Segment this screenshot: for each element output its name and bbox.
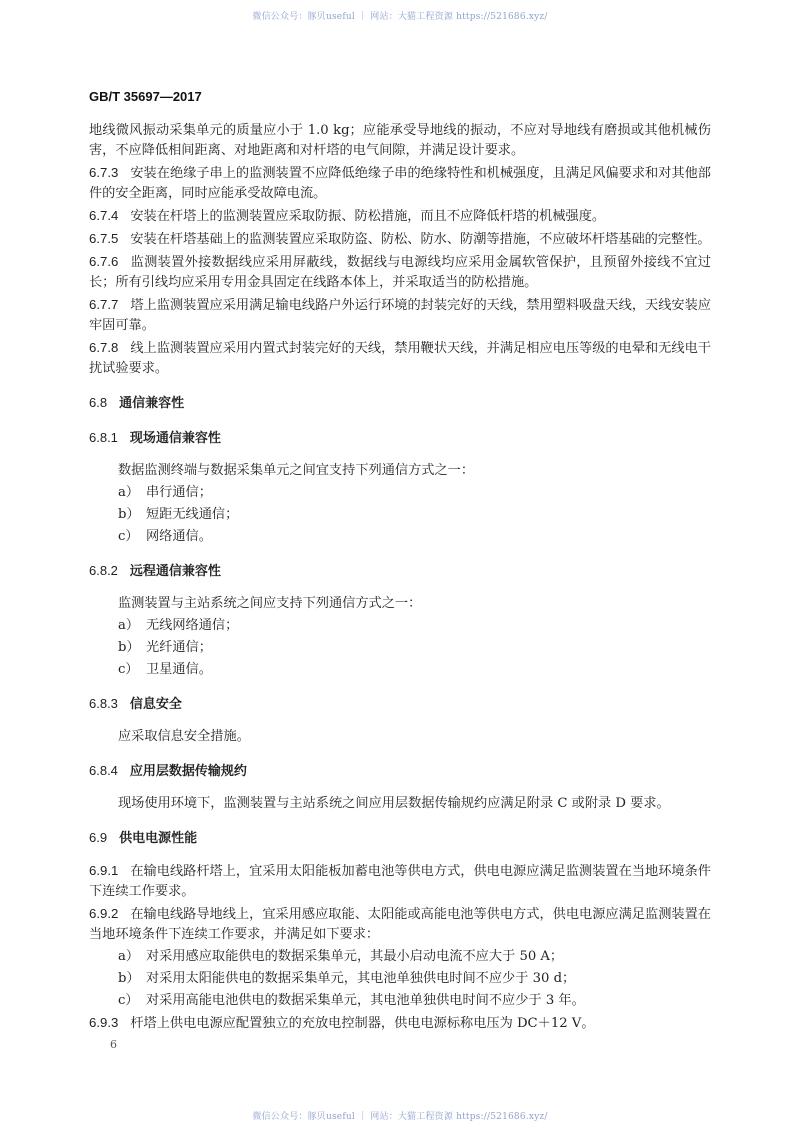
standard-id: GB/T 35697—2017 [89,89,202,104]
clause-number: 6.7.5 [89,231,119,246]
list-item: b） 光纤通信； [118,640,212,655]
clause-number: 6.7.6 [89,254,119,269]
clause-6-9-2 [89,904,711,945]
clause-text: 线上监测装置应采用内置式封装完好的天线，禁用鞭状天线，并满足相应电压等级的电晕和无线电干扰试验要求。 [89,341,711,376]
section-text: 应采取信息安全措施。 [118,729,250,744]
section-heading-6-8-4: 6.8.4 应用层数据传输规约 [89,763,247,779]
list-item: a） 对采用感应取能供电的数据采集单元，其最小启动电流不应大于 50 A； [118,949,564,964]
section-heading-6-8-2: 6.8.2 远程通信兼容性 [89,563,221,579]
clause-text: 安装在绝缘子串上的监测装置不应降低绝缘子串的绝缘特性和机械强度，且满足风偏要求和对其他部件的安全距离，同时应能承受故障电流。 [89,166,711,201]
watermark-top: 微信公众号：豚贝useful ｜ 网站：大猫工程资源 https://521686.xyz/ [252,12,548,22]
section-text: 现场使用环境下，监测装置与主站系统之间应用层数据传输规约应满足附录 C 或附录 D 要求。 [118,796,670,811]
list-item: c） 卫星通信。 [118,662,212,677]
clause-6-9-3 [89,1013,711,1034]
clause-text: 安装在杆塔基础上的监测装置应采取防盗、防松、防水、防潮等措施，不应破坏杆塔基础的完整性。 [130,232,711,247]
clause-text: 塔上监测装置应采用满足输电线路户外运行环境的封装完好的天线，禁用塑料吸盘天线，天线安装应牢固可靠。 [89,298,711,333]
clause-6-7-3 [89,163,711,204]
clause-number: 6.7.8 [89,340,119,355]
watermark-bottom: 微信公众号：豚贝useful ｜ 网站：大猫工程资源 https://521686.xyz/ [252,1112,548,1122]
list-item: c） 网络通信。 [118,529,212,544]
clause-6-7-5 [89,229,711,250]
clause-number: 6.9.2 [89,906,119,921]
list-item: b） 短距无线通信； [118,507,239,522]
clause-number: 6.7.3 [89,165,119,180]
clause-text: 安装在杆塔上的监测装置应采取防振、防松措施，而且不应降低杆塔的机械强度。 [130,209,606,224]
clause-number: 6.9.3 [89,1015,119,1030]
clause-text: 在输电线路杆塔上，宜采用太阳能板加蓄电池等供电方式，供电电源应满足监测装置在当地环境条件下连续工作要求。 [89,864,711,899]
clause-6-7-7 [89,295,711,336]
document-body [89,121,711,1034]
clause-number: 6.7.7 [89,297,119,312]
list-item: a） 无线网络通信； [118,618,239,633]
section-heading-6-8-3: 6.8.3 信息安全 [89,696,182,712]
section-heading-6-8-1: 6.8.1 现场通信兼容性 [89,430,221,446]
clause-6-9-1 [89,861,711,902]
list-item: a） 串行通信； [118,485,212,500]
clause-text: 监测装置外接数据线应采用屏蔽线，数据线与电源线均应采用金属软管保护，且预留外接线不宜过长；所有引线均应采用专用金具固定在线路本体上，并采取适当的防松措施。 [89,255,711,290]
list-item: b） 对采用太阳能供电的数据采集单元，其电池单独供电时间不应少于 30 d； [118,971,576,986]
clause-number: 6.9.1 [89,863,119,878]
paragraph-continued: 地线微风振动采集单元的质量应小于 1.0 kg；应能承受导地线的振动，不应对导地线有磨损或其他机械伤害，不应降低相间距离、对地距离和对杆塔的电气间隙，并满足设计要求。 [89,123,711,158]
clause-text: 杆塔上供电电源应配置独立的充放电控制器，供电电源标称电压为 DC＋12 V。 [130,1016,595,1031]
clause-6-7-4 [89,206,711,227]
list-item: c） 对采用高能电池供电的数据采集单元，其电池单独供电时间不应少于 3 年。 [118,993,585,1008]
page-number: 6 [110,1038,117,1051]
section-heading-6-8: 6.8 通信兼容性 [89,395,185,411]
section-intro: 监测装置与主站系统之间应支持下列通信方式之一： [118,596,422,611]
clause-number: 6.7.4 [89,208,119,223]
clause-6-7-6 [89,252,711,293]
clause-text: 在输电线路导地线上，宜采用感应取能、太阳能或高能电池等供电方式，供电电源应满足监测装置在当地环境条件下连续工作要求，并满足如下要求： [89,907,711,942]
section-heading-6-9: 6.9 供电电源性能 [89,830,198,846]
section-intro: 数据监测终端与数据采集单元之间宜支持下列通信方式之一： [118,463,475,478]
clause-6-7-8 [89,338,711,379]
